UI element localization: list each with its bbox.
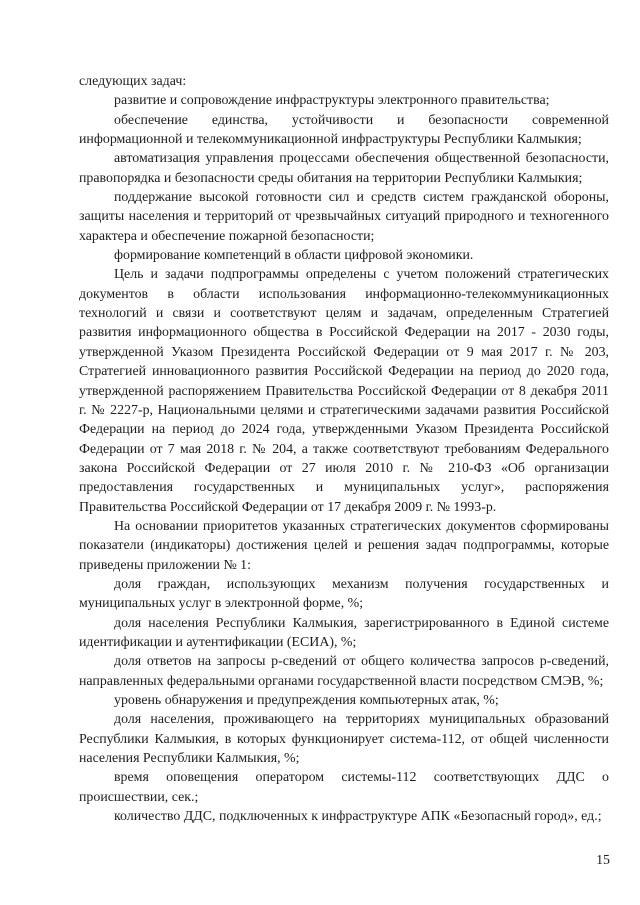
indicator-system-112-coverage: доля населения, проживающего на территориях муниципальных образований Республики Калмыкия, в которых функционирует система-112, от общей численности населения Республики Калмыкия, %; [79, 712, 609, 767]
task-public-safety-automation: автоматизация управления процессами обеспечения общественной безопасности, правопорядка и безопасности среды обитания на территории Республики Калмыкия; [79, 151, 609, 186]
task-civil-defense: поддержание высокой готовности сил и средств систем гражданской обороны, защиты населения и территорий от чрезвычайных ситуаций природного и техногенного характера и обеспечение пожарной безопасности; [79, 190, 609, 244]
indicator-notification-time: время оповещения оператором системы-112 соответствующих ДДС о происшествии, сек.; [79, 770, 609, 805]
task-digital-competencies: формирование компетенций в области цифровой экономики. [114, 248, 474, 264]
indicator-esia-registration: доля населения Республики Калмыкия, зарегистрированного в Единой системе идентификации и аутентификации (ЕСИА), %; [79, 615, 609, 650]
indicator-e-services-share: доля граждан, использующих механизм получения государственных и муниципальных услуг в электронной форме, %; [79, 576, 609, 612]
page-number: 15 [596, 853, 610, 868]
indicator-cyber-attacks: уровень обнаружения и предупреждения компьютерных атак, %; [114, 693, 499, 708]
paragraph-goals-strategy: Цель и задачи подпрограммы определены с учетом положений стратегических документов в области использования информационно-телекоммуникационных технологий и связи и соответствуют целям и задачам, определенным Стратегией развития информационного общества в Российской Федерации на 2017 - 2030 годы, утвержденной Указом Президента Российской Федерации от 9 мая 2017 г. № 203, Стратегией инновационного развития Российской Федерации на период до 2020 года, утвержденной распоряжением Правительства Российской Федерации от 8 декабря 2011 г. № 2227-р, Национальными целями и стратегическими задачами развития Российской Федерации на период до 2024 года, утвержденными Указом Президента Российской Федерации от 7 мая 2018 г. № 204, а также соответствуют требованиям Федерального закона Российской Федерации от 27 июля 2010 г. № 210-ФЗ «Об организации предоставления государственных и муниципальных услуг», распоряжения Правительства Российской Федерации от 17 декабря 2009 г. № 1993-р. [79, 267, 609, 515]
indicator-smev-responses: доля ответов на запросы р-сведений от общего количества запросов р-сведений, направленных федеральными органами государственной власти посредством СМЭВ, %; [79, 654, 609, 689]
paragraph-indicators-intro: На основании приоритетов указанных стратегических документов сформированы показатели (индикаторы) достижения целей и решения задач подпрограммы, которые приведены приложении № 1: [79, 518, 609, 573]
indicator-dds-connected: количество ДДС, подключенных к инфраструктуре АПК «Безопасный город», ед.; [114, 809, 602, 825]
task-e-government: развитие и сопровождение инфраструктуры электронного правительства; [114, 93, 550, 109]
document-page [79, 72, 609, 826]
paragraph-continuation: следующих задач: [79, 74, 187, 89]
task-infrastructure-security: обеспечение единства, устойчивости и безопасности современной информационной и телекоммуникационной инфраструктуры Республики Калмыкия; [79, 112, 609, 148]
